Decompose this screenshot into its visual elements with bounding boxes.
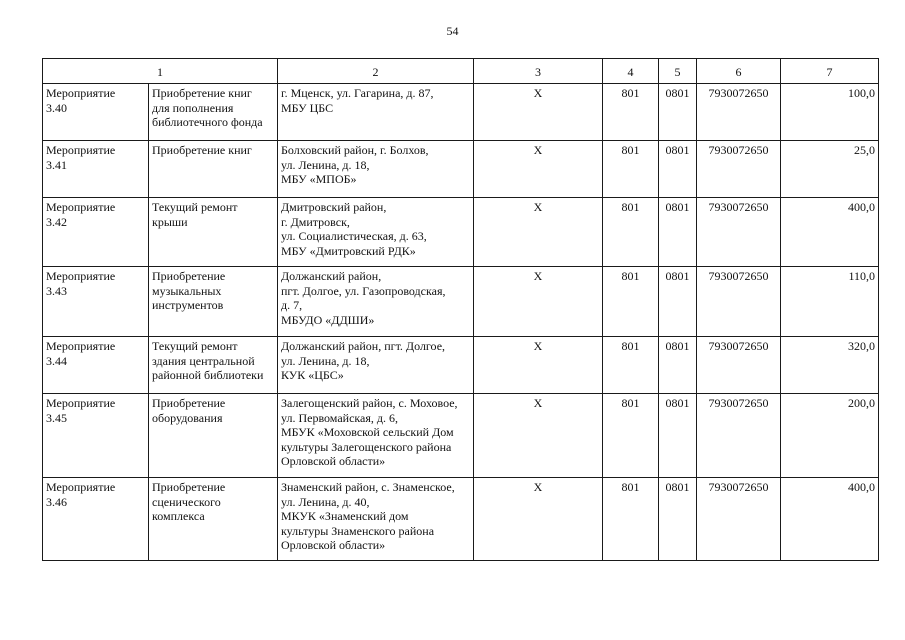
action-cell: Приобретение книг для пополнения библиотечного фонда [149,84,278,141]
col3-cell: Х [474,478,603,561]
location-cell: Болховский район, г. Болхов, ул. Ленина, д. 18, МБУ «МПОБ» [278,141,474,198]
col5-cell: 0801 [659,478,697,561]
col6-cell: 7930072650 [697,84,781,141]
col4-cell: 801 [603,337,659,394]
location-cell: Должанский район, пгт. Долгое, ул. Газопроводская, д. 7, МБУДО «ДДШИ» [278,267,474,337]
header-col-4: 4 [603,59,659,84]
header-col-2: 2 [278,59,474,84]
page-number: 54 [446,24,459,38]
header-col-3: 3 [474,59,603,84]
col7-cell: 110,0 [781,267,879,337]
table-body [43,84,879,561]
header-col-6: 6 [697,59,781,84]
col4-cell: 801 [603,267,659,337]
budget-table [42,58,879,561]
table-row [43,337,879,394]
col4-cell: 801 [603,198,659,267]
header-col-5: 5 [659,59,697,84]
event-cell: Мероприятие 3.41 [43,141,149,198]
action-cell: Приобретение оборудования [149,394,278,478]
header-col-7: 7 [781,59,879,84]
table-row [43,141,879,198]
table-row [43,267,879,337]
col3-cell: Х [474,198,603,267]
action-cell: Приобретение сценического комплекса [149,478,278,561]
location-cell: г. Мценск, ул. Гагарина, д. 87, МБУ ЦБС [278,84,474,141]
table-row [43,84,879,141]
table-row [43,394,879,478]
col3-cell: Х [474,84,603,141]
event-cell: Мероприятие 3.44 [43,337,149,394]
location-cell: Знаменский район, с. Знаменское, ул. Ленина, д. 40, МКУК «Знаменский дом культуры Знаменского района Орловской области» [278,478,474,561]
col5-cell: 0801 [659,198,697,267]
col6-cell: 7930072650 [697,141,781,198]
col4-cell: 801 [603,141,659,198]
col7-cell: 25,0 [781,141,879,198]
col5-cell: 0801 [659,141,697,198]
col7-cell: 320,0 [781,337,879,394]
location-cell: Залегощенский район, с. Моховое, ул. Первомайская, д. 6, МБУК «Моховской сельский Дом культуры Залегощенского района Орловской области» [278,394,474,478]
table-row [43,198,879,267]
event-cell: Мероприятие 3.40 [43,84,149,141]
col3-cell: Х [474,394,603,478]
col3-cell: Х [474,267,603,337]
col5-cell: 0801 [659,337,697,394]
table-header [43,59,879,84]
location-cell: Дмитровский район, г. Дмитровск, ул. Социалистическая, д. 63, МБУ «Дмитровский РДК» [278,198,474,267]
event-cell: Мероприятие 3.43 [43,267,149,337]
col4-cell: 801 [603,478,659,561]
col5-cell: 0801 [659,84,697,141]
action-cell: Приобретение музыкальных инструментов [149,267,278,337]
col7-cell: 400,0 [781,198,879,267]
col6-cell: 7930072650 [697,267,781,337]
header-col-1: 1 [43,59,278,84]
action-cell: Текущий ремонт крыши [149,198,278,267]
col3-cell: Х [474,337,603,394]
col5-cell: 0801 [659,394,697,478]
event-cell: Мероприятие 3.46 [43,478,149,561]
col6-cell: 7930072650 [697,394,781,478]
action-cell: Приобретение книг [149,141,278,198]
location-cell: Должанский район, пгт. Долгое, ул. Ленина, д. 18, КУК «ЦБС» [278,337,474,394]
event-cell: Мероприятие 3.42 [43,198,149,267]
col7-cell: 200,0 [781,394,879,478]
col4-cell: 801 [603,394,659,478]
col4-cell: 801 [603,84,659,141]
header-row [43,59,879,84]
col5-cell: 0801 [659,267,697,337]
col6-cell: 7930072650 [697,337,781,394]
col3-cell: Х [474,141,603,198]
col7-cell: 400,0 [781,478,879,561]
col6-cell: 7930072650 [697,478,781,561]
col6-cell: 7930072650 [697,198,781,267]
col7-cell: 100,0 [781,84,879,141]
event-cell: Мероприятие 3.45 [43,394,149,478]
action-cell: Текущий ремонт здания центральной районной библиотеки [149,337,278,394]
table-row [43,478,879,561]
